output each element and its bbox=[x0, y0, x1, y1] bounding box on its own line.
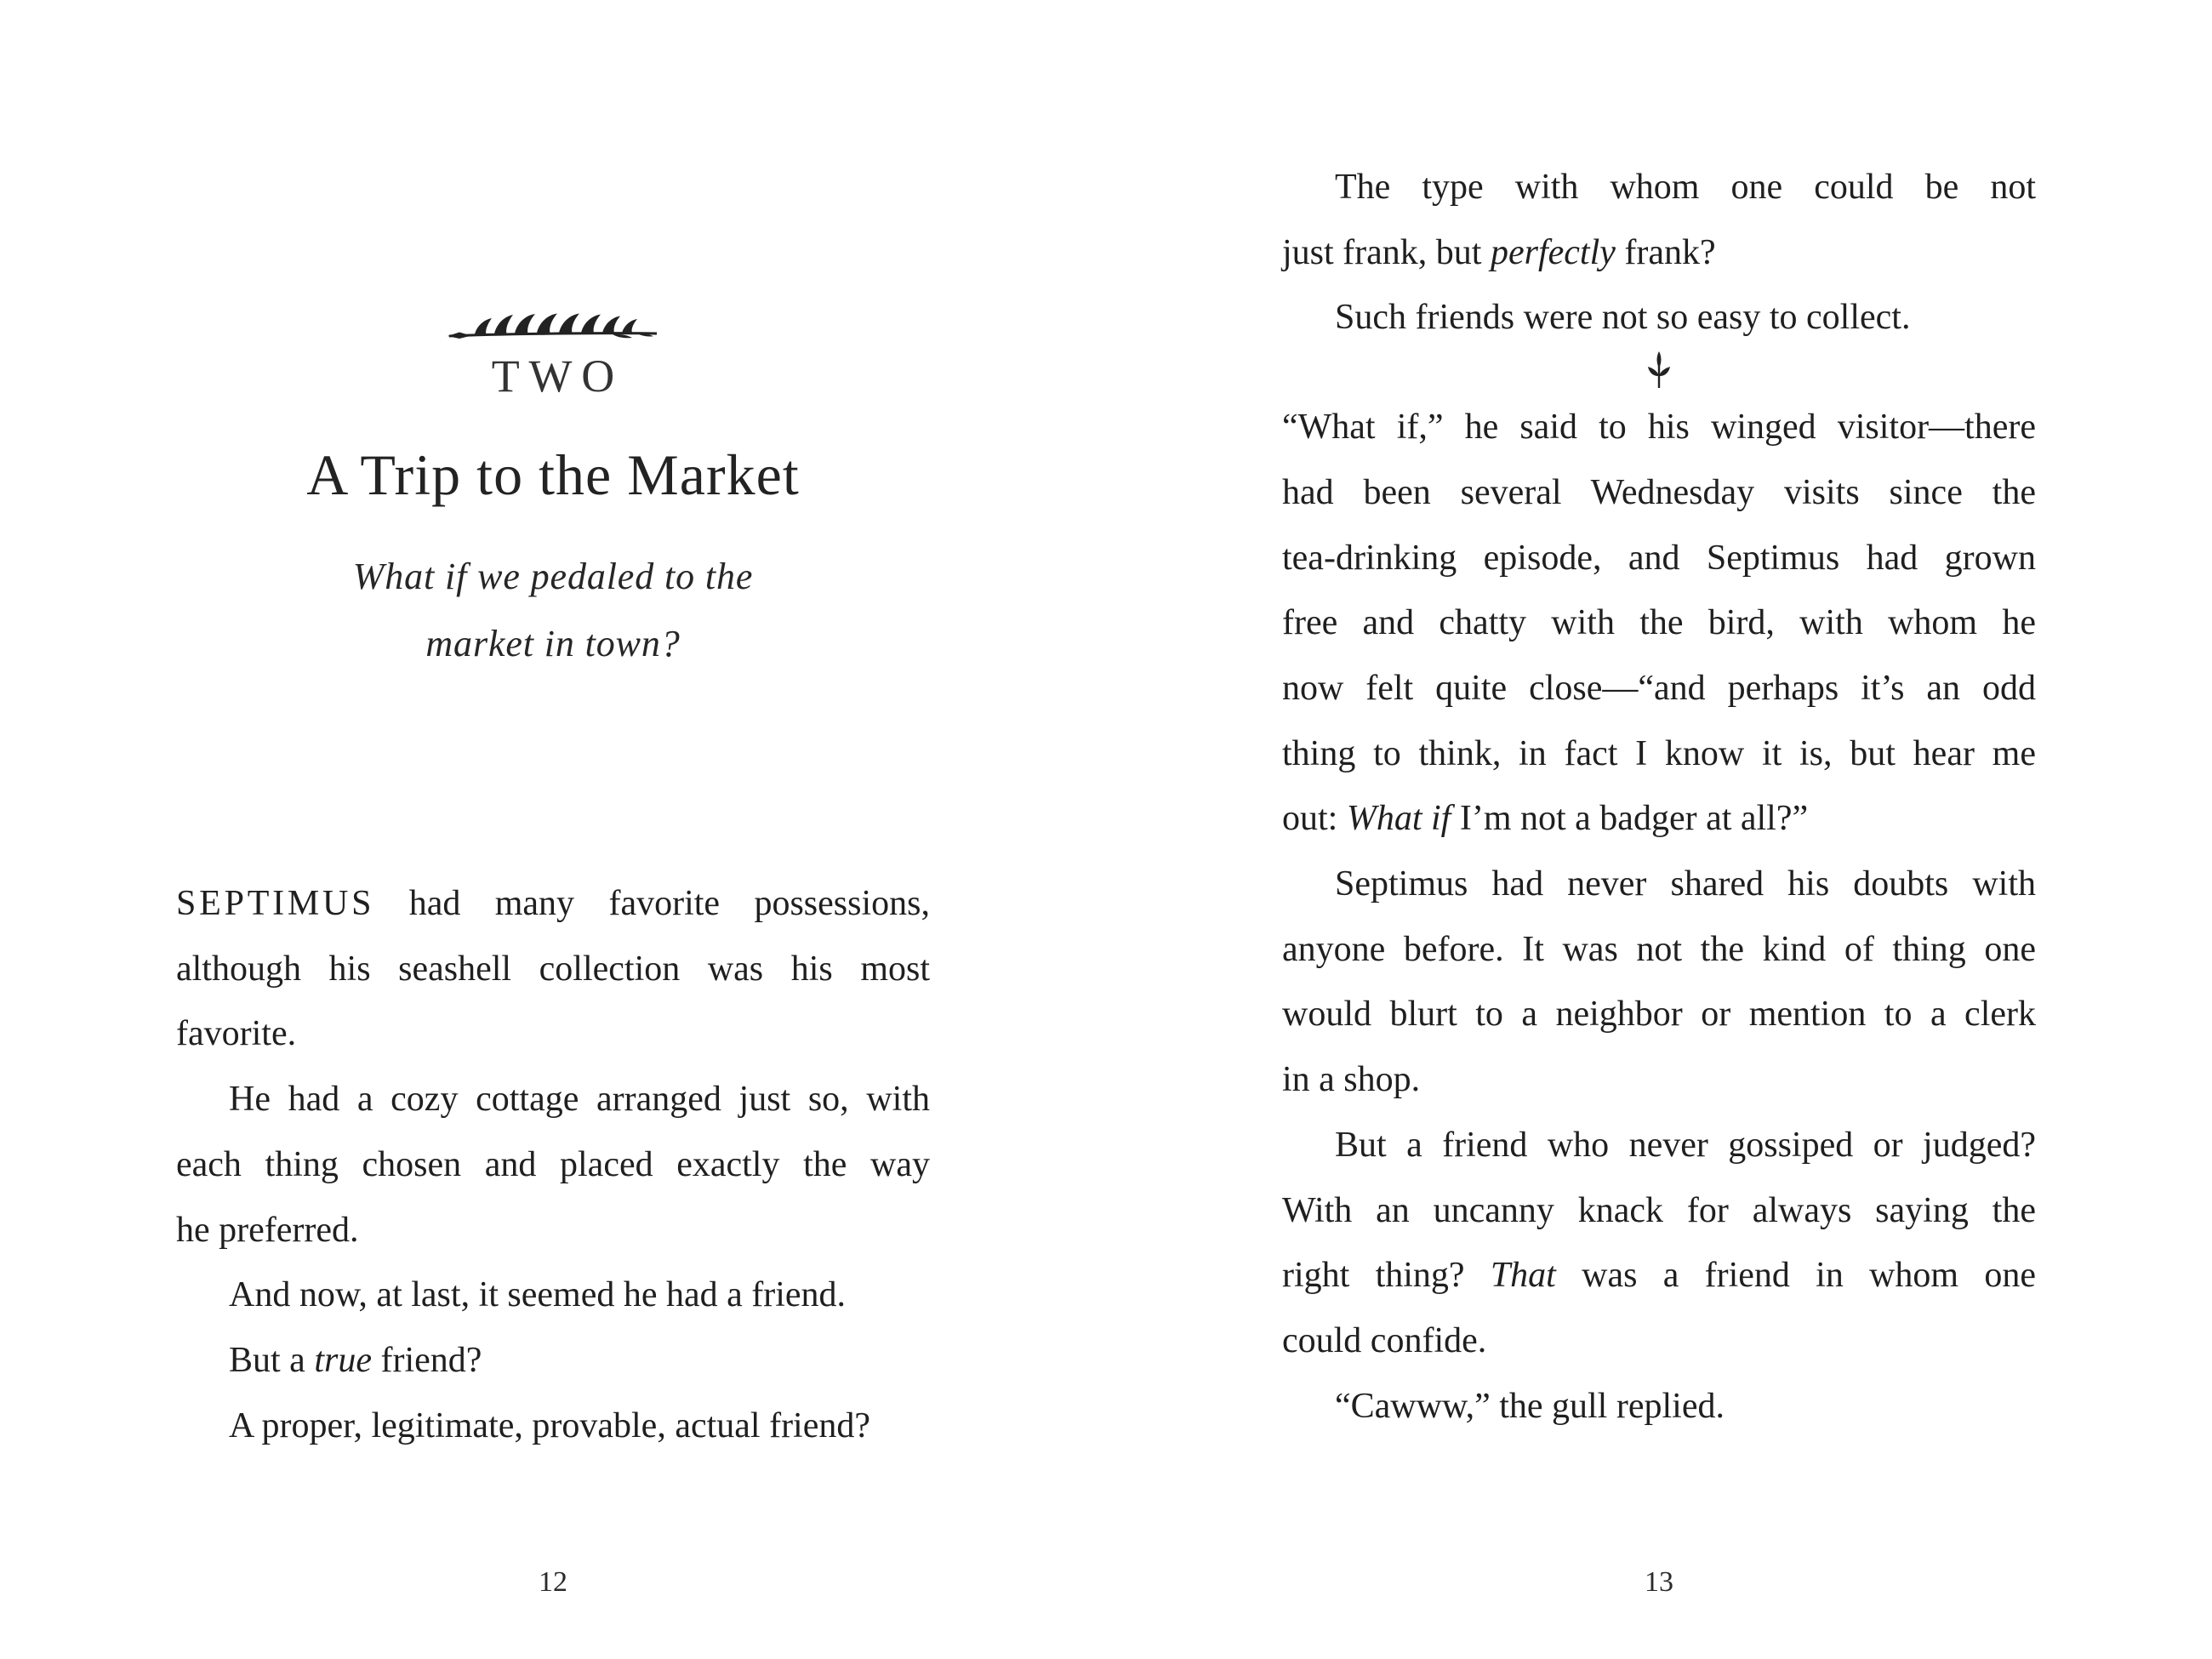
epigraph-line: What if we pedaled to the bbox=[352, 556, 754, 597]
body-line: free and chatty with the bird, with whom he bbox=[1282, 603, 2036, 643]
body-line: favorite. bbox=[176, 1014, 297, 1054]
epigraph-line: market in town? bbox=[425, 623, 681, 664]
chapter-title: A Trip to the Market bbox=[306, 442, 800, 507]
body-line: He had a cozy cottage arranged just so, with bbox=[229, 1080, 930, 1120]
body-line: now felt quite close—“and perhaps it’s an odd bbox=[1282, 668, 2036, 708]
body-line: just frank, but perfectly frank? bbox=[1282, 232, 1716, 272]
branch-leaf-ornament-icon bbox=[446, 308, 660, 345]
section-break-ornament bbox=[1282, 351, 2036, 395]
body-line: And now, at last, it seemed he had a friend. bbox=[229, 1275, 847, 1315]
body-line: The type with whom one could be not bbox=[1335, 168, 2036, 207]
body-line: With an uncanny knack for always saying the bbox=[1282, 1190, 2036, 1230]
sprig-ornament-icon bbox=[1646, 351, 1672, 395]
body-line: But a friend who never gossiped or judged? bbox=[1335, 1125, 2036, 1165]
body-line: he preferred. bbox=[176, 1210, 359, 1250]
body-line: “What if,” he said to his winged visitor—there bbox=[1282, 408, 2036, 448]
body-line: A proper, legitimate, provable, actual friend? bbox=[229, 1405, 871, 1445]
body-line: right thing? That was a friend in whom one bbox=[1282, 1256, 2036, 1296]
body-line: But a true friend? bbox=[229, 1340, 482, 1380]
body-line: SEPTIMUS had many favorite possessions, bbox=[176, 884, 930, 923]
body-line: Septimus had never shared his doubts with bbox=[1335, 864, 2036, 904]
body-line: each thing chosen and placed exactly the way bbox=[176, 1144, 930, 1184]
body-line: would blurt to a neighbor or mention to a clerk bbox=[1282, 995, 2036, 1035]
body-line: thing to think, in fact I know it is, but hear me bbox=[1282, 733, 2036, 773]
page-number-left: 12 bbox=[539, 1566, 567, 1598]
body-line: could confide. bbox=[1282, 1320, 1487, 1360]
page-number-right: 13 bbox=[1645, 1566, 1673, 1598]
body-line: Such friends were not so easy to collect. bbox=[1335, 298, 1911, 338]
body-line: had been several Wednesday visits since the bbox=[1282, 472, 2036, 512]
body-line: although his seashell collection was his most bbox=[176, 949, 930, 989]
body-line: in a shop. bbox=[1282, 1060, 1421, 1100]
left-page-body bbox=[176, 871, 930, 1458]
body-line: out: What if I’m not a badger at all?” bbox=[1282, 799, 1809, 839]
body-line: “Cawww,” the gull replied. bbox=[1335, 1386, 1725, 1426]
body-line: anyone before. It was not the kind of thing one bbox=[1282, 929, 2036, 969]
body-line: tea-drinking episode, and Septimus had grown bbox=[1282, 538, 2036, 578]
chapter-epigraph bbox=[176, 543, 930, 677]
chapter-ornament bbox=[176, 308, 930, 350]
right-page-body bbox=[1282, 155, 2036, 1439]
chapter-number: TWO bbox=[491, 351, 624, 402]
